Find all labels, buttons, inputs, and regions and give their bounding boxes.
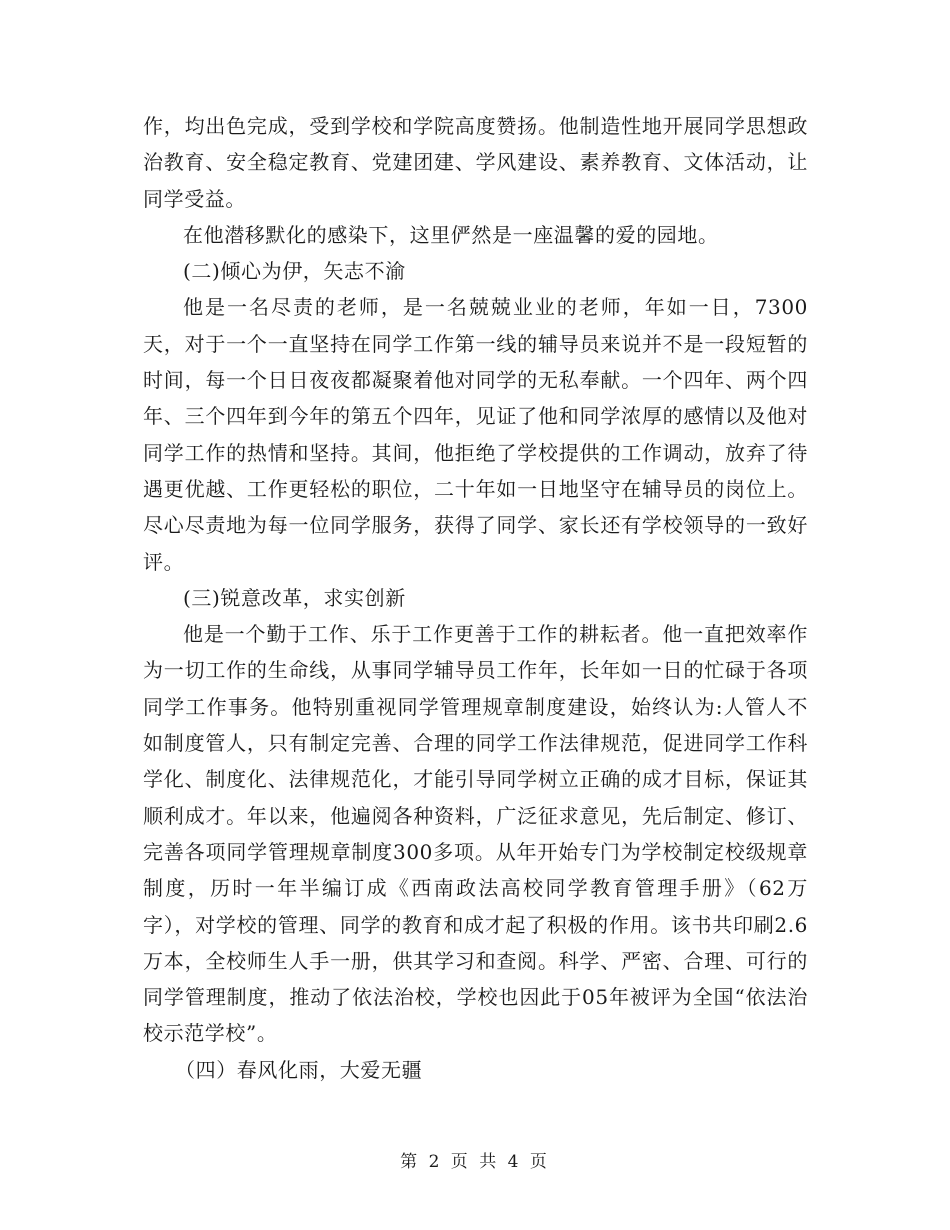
paragraph-summary: 在他潜移默化的感染下，这里俨然是一座温馨的爱的园地。	[183, 222, 719, 247]
section-heading-4: （四）春风化雨，大爱无疆	[175, 1057, 423, 1082]
paragraph-reform: 他是一个勤于工作、乐于工作更善于工作的耕耘者。他一直把效率作为一切工作的生命线，从事同学辅导员工作年，长年如一日的忙碌于各项同学工作事务。他特别重视同学管理规章制度建设，始终认为:人管人不如制度管人，只有制定完善、合理的同学工作法律规范，促进同学工作科学化、制度化、法律规范化，才能引导同学树立正确的成才目标，保证其顺利成才。年以来，他遍阅各种资料，广泛征求意见，先后制定、修订、完善各项同学管理规章制度300多项。从年开始专门为学校制定校级规章制度，历时一年半编订成《西南政法高校同学教育管理手册》（62万字），对学校的管理、同学的教育和成才起了积极的作用。该书共印刷2.6万本，全校师生人手一册，供其学习和查阅。科学、严密、合理、可行的同学管理制度，推动了依法治校，学校也因此于05年被评为全国“依法治校示范学校”。	[143, 622, 808, 1046]
paragraph-continuation: 作，均出色完成，受到学校和学院高度赞扬。他制造性地开展同学思想政治教育、安全稳定教育、党建团建、学风建设、素养教育、文体活动，让同学受益。	[143, 114, 808, 211]
document-body	[143, 108, 808, 1088]
section-heading-3: (三)锐意改革，求实创新	[183, 585, 406, 610]
page-number-footer: 第 2 页 共 4 页	[400, 1152, 550, 1172]
section-heading-2: (二)倾心为伊，矢志不渝	[183, 259, 406, 284]
paragraph-dedication: 他是一名尽责的老师，是一名兢兢业业的老师，年如一日，7300天，对于一个一直坚持在同学工作第一线的辅导员来说并不是一段短暂的时间，每一个日日夜夜都凝聚着他对同学的无私奉献。一个四年、两个四年、三个四年到今年的第五个四年，见证了他和同学浓厚的感情以及他对同学工作的热情和坚持。其间，他拒绝了学校提供的工作调动，放弃了待遇更优越、工作更轻松的职位，二十年如一日地坚守在辅导员的岗位上。尽心尽责地为每一位同学服务，获得了同学、家长还有学校领导的一致好评。	[143, 295, 808, 574]
